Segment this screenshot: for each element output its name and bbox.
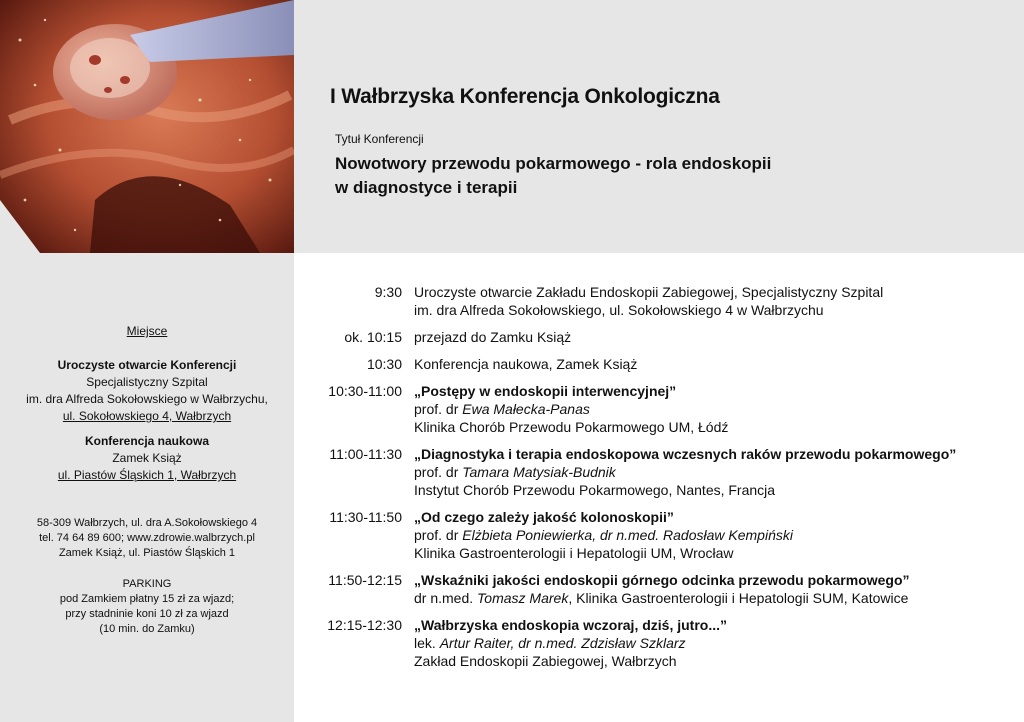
schedule-item bbox=[300, 616, 1020, 670]
speaker-name: Elżbieta Poniewierka, dr n.med. Radosław Kempiński bbox=[462, 527, 793, 543]
conference-title: I Wałbrzyska Konferencja Onkologiczna bbox=[330, 85, 720, 108]
science-address: ul. Piastów Śląskich 1, Wałbrzych bbox=[57, 468, 237, 482]
schedule-item bbox=[300, 445, 1020, 499]
speaker-prefix: lek. bbox=[414, 635, 440, 651]
conference-subtitle-line2: w diagnostyce i terapii bbox=[335, 178, 518, 197]
speaker-affiliation: Klinika Gastroenterologii i Hepatologii UM, Wrocław bbox=[414, 545, 734, 561]
speaker-affiliation: Instytut Chorób Przewodu Pokarmowego, Nantes, Francja bbox=[414, 482, 776, 498]
schedule-line: przejazd do Zamku Książ bbox=[414, 329, 572, 345]
science-title: Konferencja naukowa bbox=[84, 434, 210, 448]
schedule-item bbox=[300, 382, 1020, 436]
contact-line3: Zamek Książ, ul. Piastów Śląskich 1 bbox=[58, 547, 236, 559]
schedule-line: Uroczyste otwarcie Zakładu Endoskopii Zabiegowej, Specjalistyczny Szpital bbox=[414, 284, 884, 300]
talk-title: „Diagnostyka i terapia endoskopowa wczesnych raków przewodu pokarmowego” bbox=[414, 446, 957, 462]
speaker-affiliation: Zakład Endoskopii Zabiegowej, Wałbrzych bbox=[414, 653, 677, 669]
schedule-item bbox=[300, 283, 1020, 319]
schedule-line: Konferencja naukowa, Zamek Książ bbox=[414, 356, 638, 372]
speaker-name: Tomasz Marek bbox=[477, 590, 569, 606]
schedule bbox=[300, 283, 1020, 679]
opening-line1: Specjalistyczny Szpital bbox=[86, 375, 208, 389]
parking-line1: pod Zamkiem płatny 15 zł za wjazd; bbox=[59, 593, 235, 605]
speaker-prefix: prof. dr bbox=[414, 464, 463, 480]
parking-line2: przy stadninie koni 10 zł za wjazd bbox=[65, 608, 229, 620]
speaker-name: Ewa Małecka-Panas bbox=[462, 401, 590, 417]
conference-subtitle-line1: Nowotwory przewodu pokarmowego - rola endoskopii bbox=[335, 154, 772, 173]
talk-title: „Wałbrzyska endoskopia wczoraj, dziś, jutro...” bbox=[414, 617, 727, 633]
venue-info bbox=[10, 323, 284, 637]
conference-subtitle bbox=[335, 152, 895, 200]
schedule-time: 11:30-11:50 bbox=[329, 509, 402, 525]
schedule-line: im. dra Alfreda Sokołowskiego, ul. Sokołowskiego 4 w Wałbrzychu bbox=[414, 302, 824, 318]
schedule-time: 11:50-12:15 bbox=[328, 572, 402, 588]
speaker-prefix: prof. dr bbox=[414, 401, 463, 417]
speaker-affiliation: Klinika Chorób Przewodu Pokarmowego UM, Łódź bbox=[414, 419, 729, 435]
science-line1: Zamek Książ bbox=[112, 451, 182, 465]
opening-title: Uroczyste otwarcie Konferencji bbox=[57, 358, 237, 372]
speaker-prefix: dr n.med. bbox=[414, 590, 478, 606]
speaker-name: Tamara Matysiak-Budnik bbox=[462, 464, 616, 480]
schedule-time: 12:15-12:30 bbox=[327, 617, 402, 633]
schedule-time: ok. 10:15 bbox=[344, 329, 402, 345]
schedule-item bbox=[300, 508, 1020, 562]
venue-heading: Miejsce bbox=[126, 324, 168, 338]
talk-title: „Postępy w endoskopii interwencyjnej” bbox=[414, 383, 677, 399]
talk-title: „Od czego zależy jakość kolonoskopii” bbox=[414, 509, 674, 525]
parking-title: PARKING bbox=[122, 578, 172, 590]
opening-line2: im. dra Alfreda Sokołowskiego w Wałbrzychu, bbox=[26, 392, 268, 406]
schedule-time: 11:00-11:30 bbox=[329, 446, 402, 462]
contact-line2: tel. 74 64 89 600; www.zdrowie.walbrzych.pl bbox=[39, 532, 255, 544]
schedule-item bbox=[300, 571, 1020, 607]
schedule-time: 10:30-11:00 bbox=[328, 383, 402, 399]
endoscopy-image bbox=[0, 0, 294, 253]
contact-line1: 58-309 Wałbrzych, ul. dra A.Sokołowskiego 4 bbox=[36, 517, 258, 529]
conference-subtitle-label: Tytuł Konferencji bbox=[335, 132, 424, 146]
talk-title: „Wskaźniki jakości endoskopii górnego odcinka przewodu pokarmowego” bbox=[414, 572, 910, 588]
schedule-item bbox=[300, 355, 1020, 373]
opening-address: ul. Sokołowskiego 4, Wałbrzych bbox=[62, 409, 232, 423]
schedule-item bbox=[300, 328, 1020, 346]
parking-line3: (10 min. do Zamku) bbox=[99, 623, 195, 635]
speaker-name: Artur Raiter, dr n.med. Zdzisław Szklarz bbox=[439, 635, 686, 651]
speaker-prefix: prof. dr bbox=[414, 527, 463, 543]
speaker-suffix: , Klinika Gastroenterologii i Hepatologii SUM, Katowice bbox=[568, 590, 909, 606]
schedule-time: 10:30 bbox=[366, 356, 402, 372]
schedule-time: 9:30 bbox=[374, 284, 402, 300]
